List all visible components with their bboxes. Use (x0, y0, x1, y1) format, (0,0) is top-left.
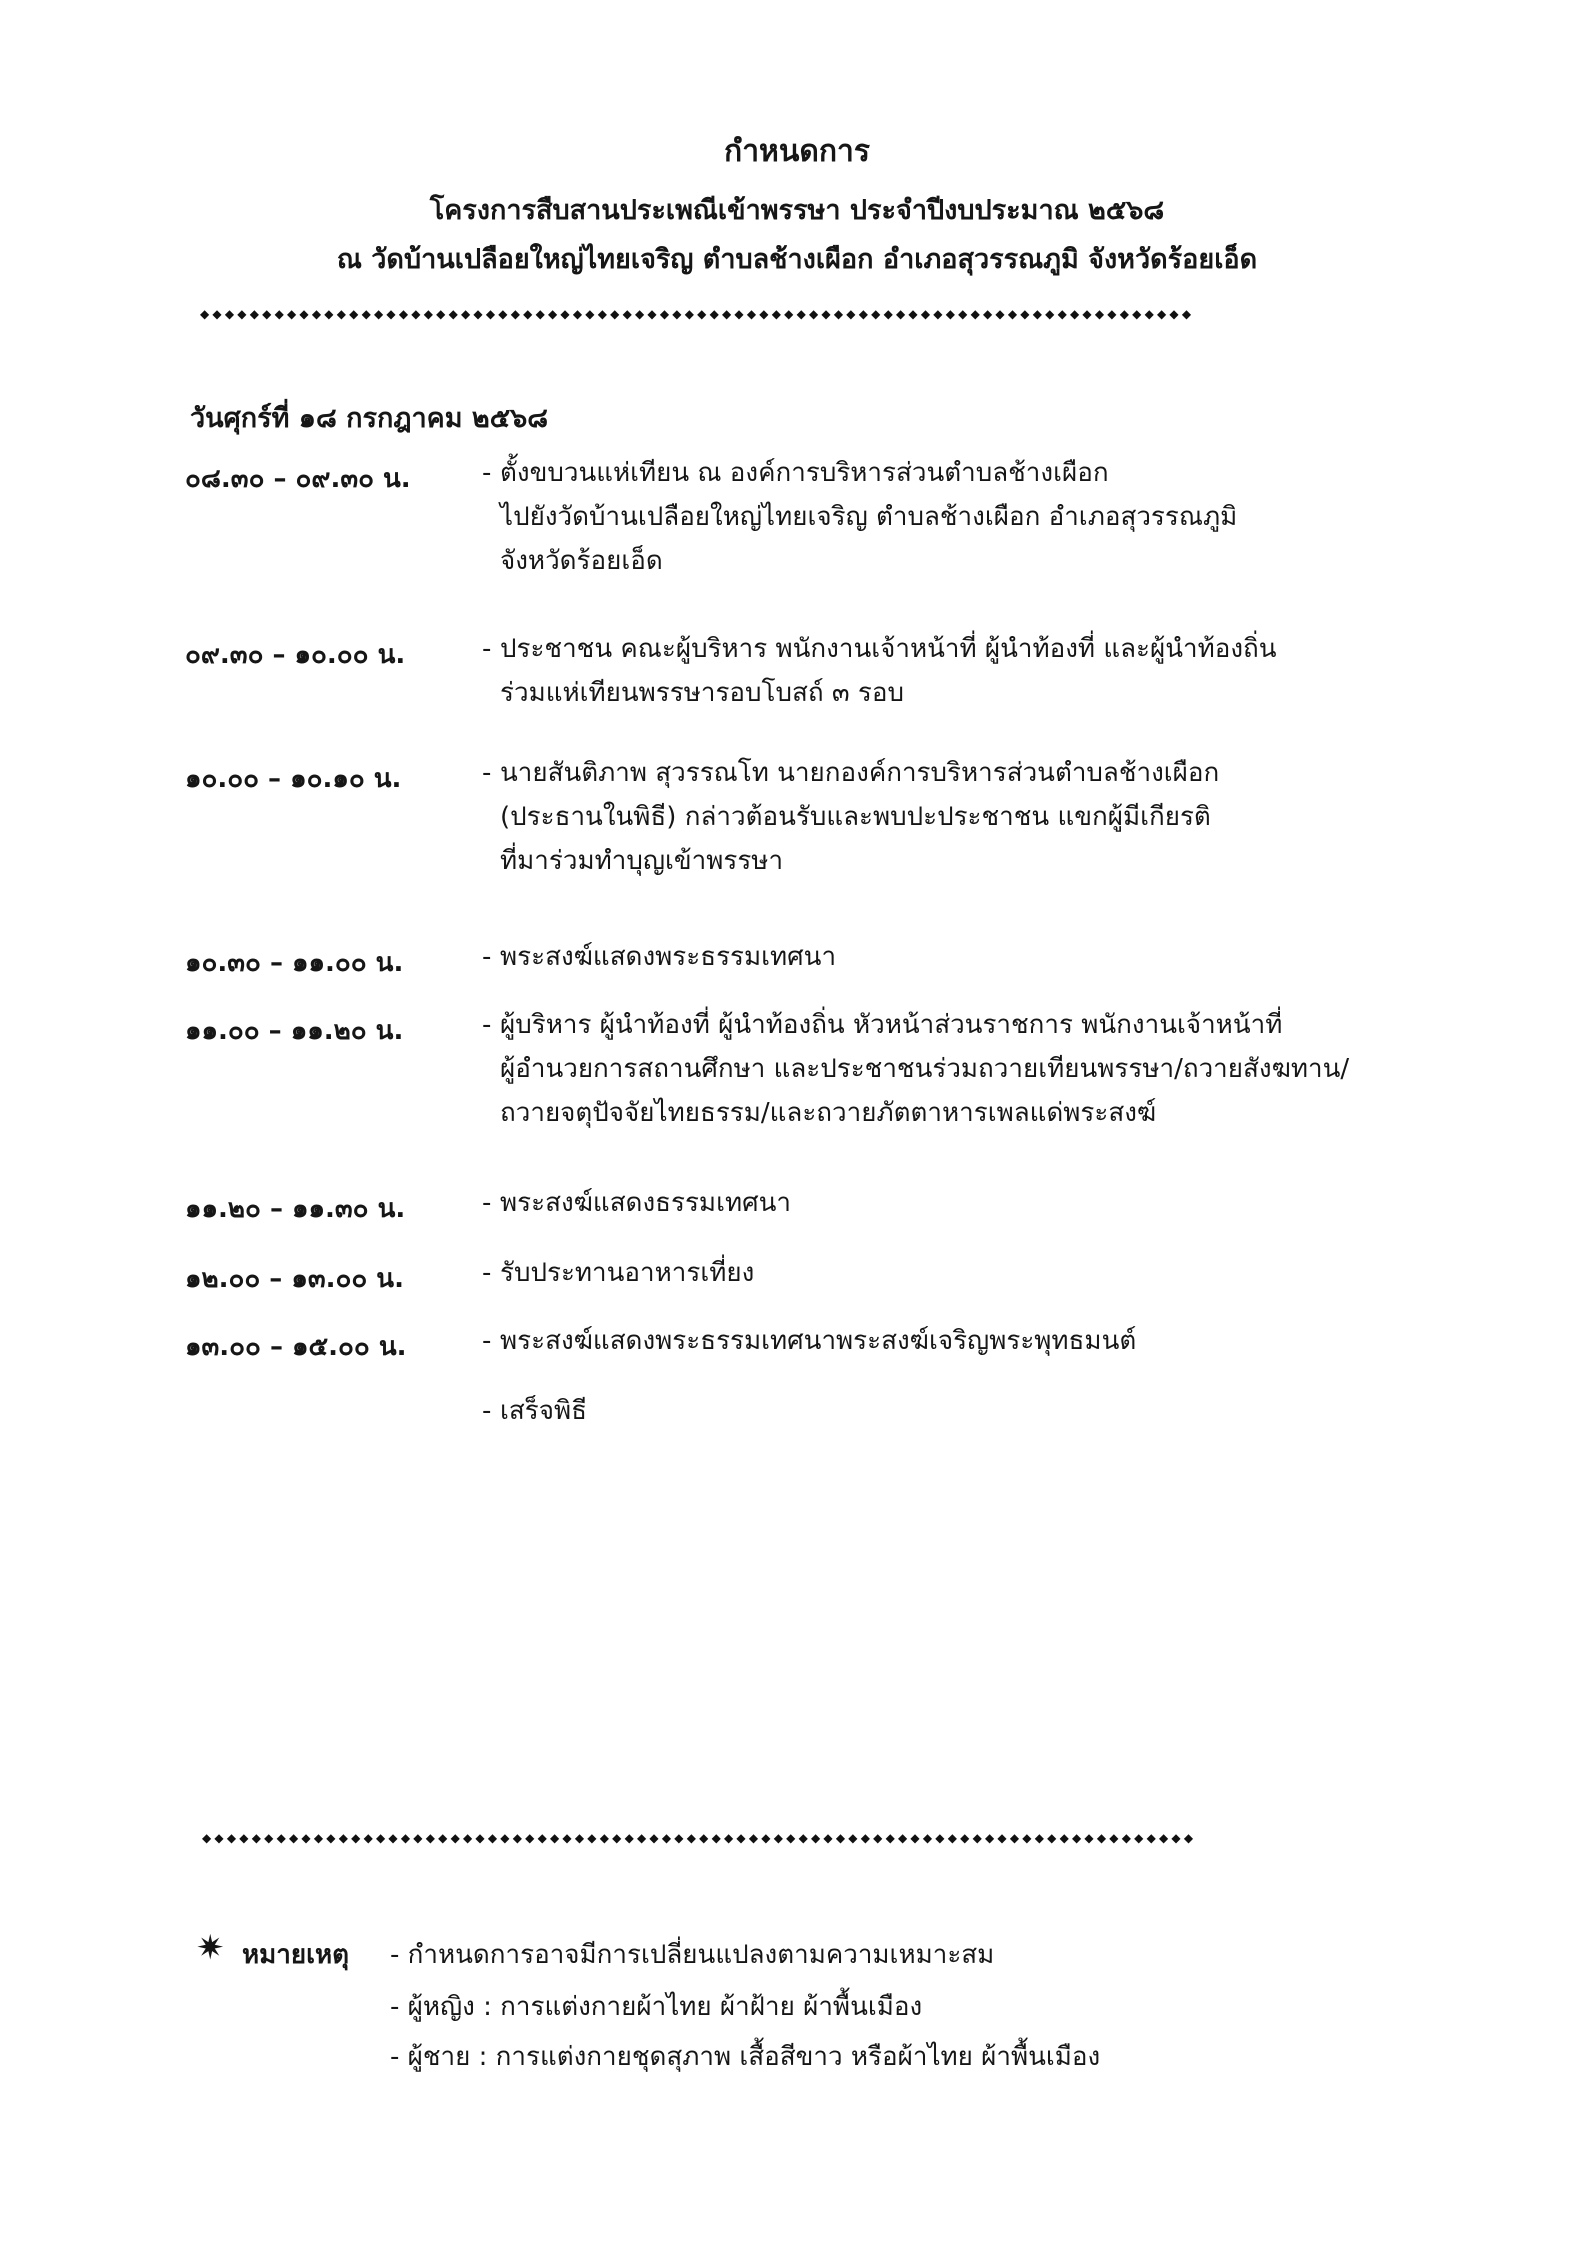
venue-line: ณ วัดบ้านเปลือยใหญ่ไทยเจริญ ตำบลช้างเผือก อำเภอสุวรรณภูมิ จังหวัดร้อยเอ็ด (336, 244, 1258, 275)
bullet-dash: - (482, 458, 492, 488)
schedule-description (500, 634, 1277, 722)
schedule-time: ๑๐.๐๐ – ๑๐.๑๐ น. (185, 764, 402, 794)
date-heading: วันศุกร์ที่ ๑๘ กรกฎาคม ๒๕๖๘ (190, 403, 549, 434)
bottom-diamond-divider: ◆◆◆◆◆◆◆◆◆◆◆◆◆◆◆◆◆◆◆◆◆◆◆◆◆◆◆◆◆◆◆◆◆◆◆◆◆◆◆◆◆◆◆◆◆◆◆◆◆◆◆◆◆◆◆◆◆◆◆◆◆◆◆◆◆◆◆◆◆◆◆◆◆◆◆◆◆◆◆◆ (202, 1831, 1197, 1845)
schedule-description (500, 458, 1237, 590)
schedule-time: ๑๑.๒๐ – ๑๑.๓๐ น. (185, 1194, 406, 1224)
description-line: เสร็จพิธี (500, 1396, 587, 1426)
description-line: ผู้อำนวยการสถานศึกษา และประชาชนร่วมถวายเทียนพรรษา/ถวายสังฆทาน/ (500, 1054, 1350, 1084)
description-line: พระสงฆ์แสดงพระธรรมเทศนาพระสงฆ์เจริญพระพุทธมนต์ (500, 1326, 1137, 1356)
description-line: (ประธานในพิธี) กล่าวต้อนรับและพบปะประชาชน แขกผู้มีเกียรติ (500, 802, 1211, 832)
description-line: ร่วมแห่เทียนพรรษารอบโบสถ์ ๓ รอบ (500, 678, 904, 708)
schedule-description (500, 1010, 1349, 1142)
bullet-dash: - (482, 758, 492, 788)
page-title: กำหนดการ (724, 134, 870, 169)
bullet-dash: - (482, 1326, 492, 1356)
description-line: ถวายจตุปัจจัยไทยธรรม/และถวายภัตตาหารเพลแด่พระสงฆ์ (500, 1098, 1157, 1128)
schedule-time: ๑๒.๐๐ – ๑๓.๐๐ น. (185, 1264, 404, 1294)
schedule-description (500, 942, 836, 986)
bullet-dash: - (482, 1396, 492, 1426)
project-subtitle: โครงการสืบสานประเพณีเข้าพรรษา ประจำปีงบประมาณ ๒๕๖๘ (429, 195, 1165, 226)
schedule-time: ๐๘.๓๐ – ๐๙.๓๐ น. (185, 464, 411, 494)
schedule-time: ๐๙.๓๐ – ๑๐.๐๐ น. (185, 640, 406, 670)
schedule-description (500, 1188, 791, 1232)
schedule-time: ๑๓.๐๐ – ๑๕.๐๐ น. (185, 1332, 407, 1362)
notes-label: หมายเหตุ (242, 1940, 350, 1970)
schedule-description (500, 1258, 754, 1302)
asterisk-star-icon: ✷ (196, 1928, 225, 1968)
description-line: พระสงฆ์แสดงพระธรรมเทศนา (500, 942, 837, 972)
bullet-dash: - (482, 942, 492, 972)
schedule-time: ๑๑.๐๐ – ๑๑.๒๐ น. (185, 1016, 404, 1046)
description-line: รับประทานอาหารเที่ยง (500, 1258, 755, 1288)
bullet-dash: - (482, 1258, 492, 1288)
bullet-dash: - (482, 634, 492, 664)
bullet-dash: - (482, 1010, 492, 1040)
description-line: จังหวัดร้อยเอ็ด (500, 546, 663, 576)
schedule-description (500, 1326, 1136, 1370)
description-line: นายสันติภาพ สุวรรณโท นายกองค์การบริหารส่วนตำบลช้างเผือก (500, 758, 1220, 788)
note-item: - กำหนดการอาจมีการเปลี่ยนแปลงตามความเหมาะสม (390, 1940, 995, 1970)
description-line: ตั้งขบวนแห่เทียน ณ องค์การบริหารส่วนตำบลช้างเผือก (500, 458, 1109, 488)
description-line: ผู้บริหาร ผู้นำท้องที่ ผู้นำท้องถิ่น หัวหน้าส่วนราชการ พนักงานเจ้าหน้าที่ (500, 1010, 1283, 1040)
note-item: - ผู้หญิง : การแต่งกายผ้าไทย ผ้าฝ้าย ผ้าพื้นเมือง (390, 1992, 923, 2022)
description-line: พระสงฆ์แสดงธรรมเทศนา (500, 1188, 791, 1218)
schedule-time: ๑๐.๓๐ – ๑๑.๐๐ น. (185, 948, 404, 978)
note-item: - ผู้ชาย : การแต่งกายชุดสุภาพ เสื้อสีขาว หรือผ้าไทย ผ้าพื้นเมือง (390, 2042, 1101, 2072)
top-diamond-divider: ◆◆◆◆◆◆◆◆◆◆◆◆◆◆◆◆◆◆◆◆◆◆◆◆◆◆◆◆◆◆◆◆◆◆◆◆◆◆◆◆◆◆◆◆◆◆◆◆◆◆◆◆◆◆◆◆◆◆◆◆◆◆◆◆◆◆◆◆◆◆◆◆◆◆◆◆◆◆◆◆ (200, 307, 1195, 321)
bullet-dash: - (482, 1188, 492, 1218)
schedule-description (500, 758, 1219, 890)
description-line: ที่มาร่วมทำบุญเข้าพรรษา (500, 846, 784, 876)
description-line: ประชาชน คณะผู้บริหาร พนักงานเจ้าหน้าที่ ผู้นำท้องที่ และผู้นำท้องถิ่น (500, 634, 1277, 664)
description-line: ไปยังวัดบ้านเปลือยใหญ่ไทยเจริญ ตำบลช้างเผือก อำเภอสุวรรณภูมิ (500, 502, 1238, 532)
schedule-description (500, 1396, 587, 1440)
